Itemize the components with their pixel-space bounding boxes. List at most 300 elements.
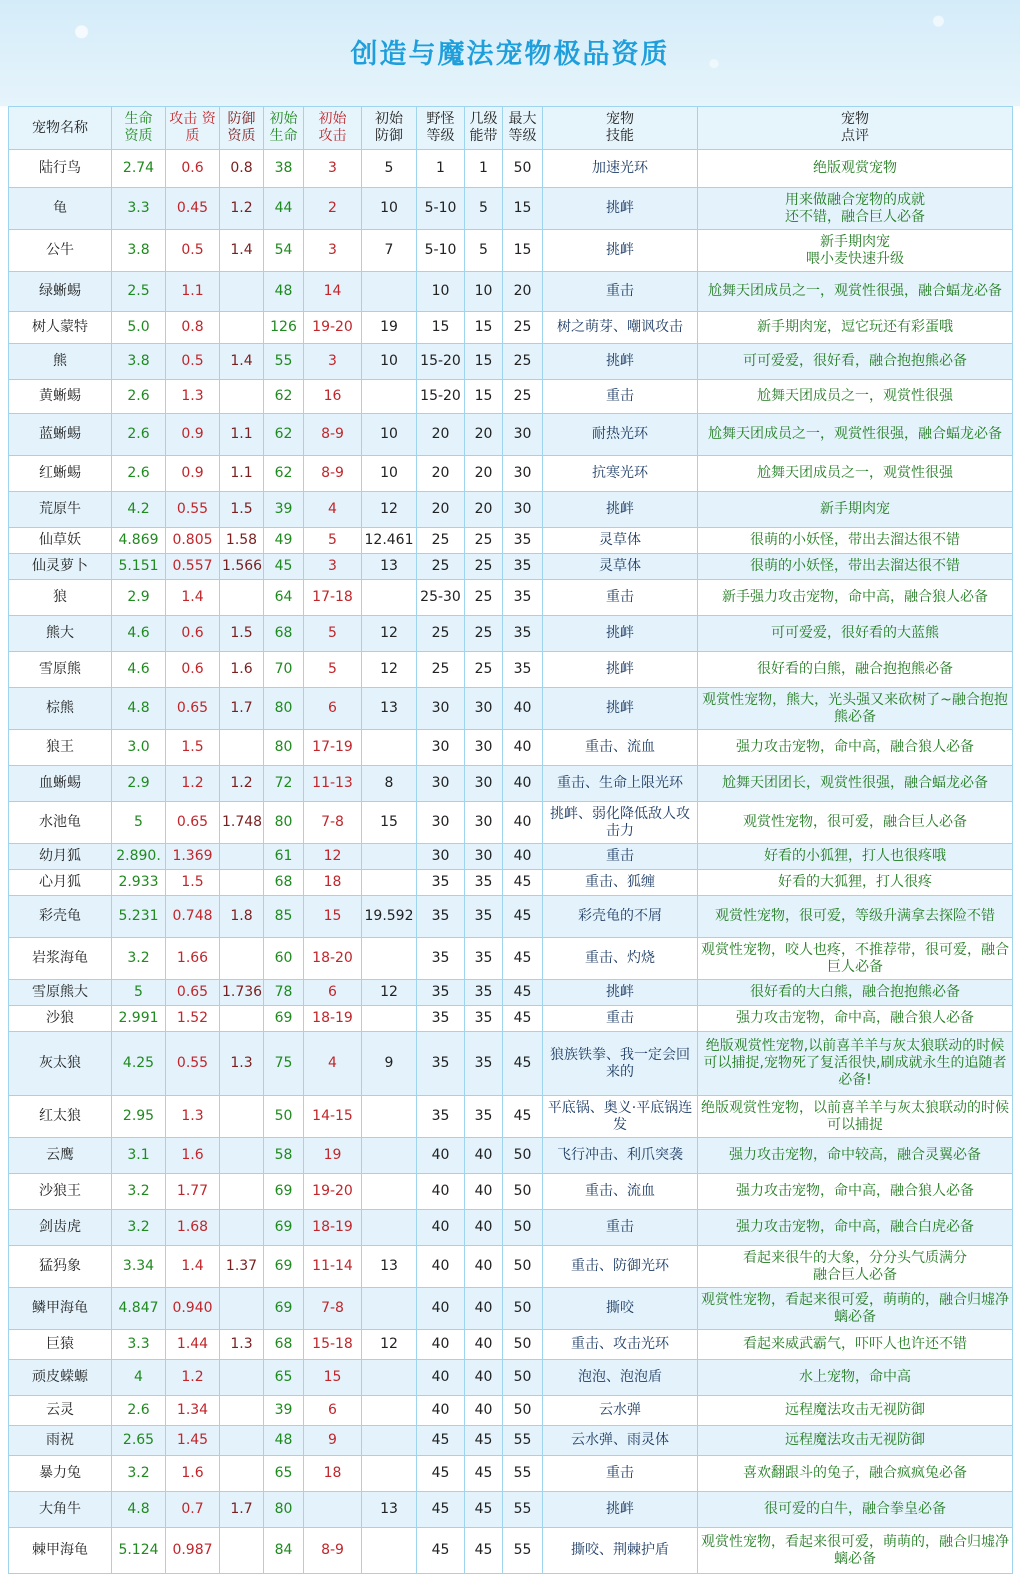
cell-initial-defense: 10 (362, 414, 417, 456)
cell-pet-skill: 重击、防御光环 (543, 1246, 698, 1288)
cell-attack-quality: 0.805 (166, 528, 220, 554)
cell-defense-quality: 1.37 (220, 1246, 264, 1288)
cell-initial-hp: 69 (264, 1246, 304, 1288)
cell-pet-name: 幼月狐 (9, 844, 112, 870)
cell-pet-name: 狼王 (9, 730, 112, 766)
cell-initial-attack (304, 1492, 362, 1528)
cell-pet-skill: 重击 (543, 1456, 698, 1492)
cell-pet-name: 巨猿 (9, 1330, 112, 1360)
cell-carry-level: 30 (465, 766, 503, 802)
pet-table-container (8, 106, 1012, 1574)
cell-max-level: 45 (503, 896, 543, 938)
cell-initial-hp: 44 (264, 188, 304, 230)
cell-wild-level: 15-20 (417, 380, 465, 414)
cell-max-level: 45 (503, 980, 543, 1006)
cell-wild-level: 35 (417, 980, 465, 1006)
cell-pet-name: 水池龟 (9, 802, 112, 844)
cell-initial-hp: 55 (264, 344, 304, 380)
cell-wild-level: 40 (417, 1138, 465, 1174)
cell-carry-level: 40 (465, 1174, 503, 1210)
cell-carry-level: 30 (465, 688, 503, 730)
cell-initial-hp: 80 (264, 1492, 304, 1528)
cell-wild-level: 40 (417, 1360, 465, 1396)
cell-defense-quality (220, 1174, 264, 1210)
table-row (9, 188, 1013, 230)
cell-max-level: 55 (503, 1528, 543, 1574)
cell-initial-defense (362, 730, 417, 766)
cell-pet-name: 树人蒙特 (9, 312, 112, 344)
cell-defense-quality (220, 1096, 264, 1138)
cell-initial-hp: 126 (264, 312, 304, 344)
cell-initial-defense (362, 1288, 417, 1330)
cell-initial-attack: 9 (304, 1426, 362, 1456)
cell-initial-defense: 12.461 (362, 528, 417, 554)
cell-pet-name: 雨祝 (9, 1426, 112, 1456)
header-pet-skill: 宠物 技能 (543, 107, 698, 150)
cell-initial-hp: 38 (264, 150, 304, 188)
cell-initial-attack: 19-20 (304, 1174, 362, 1210)
cell-defense-quality (220, 580, 264, 616)
cell-pet-skill: 平底锅、奥义·平底锅连发 (543, 1096, 698, 1138)
cell-hp-quality: 4.6 (112, 616, 166, 652)
cell-attack-quality: 1.3 (166, 380, 220, 414)
cell-pet-comment: 看起来很牛的大象，分分头气质满分 融合巨人必备 (698, 1246, 1013, 1288)
cell-attack-quality: 1.4 (166, 580, 220, 616)
cell-max-level: 15 (503, 230, 543, 272)
cell-initial-attack: 15 (304, 1360, 362, 1396)
cell-attack-quality: 1.77 (166, 1174, 220, 1210)
cell-defense-quality (220, 1426, 264, 1456)
cell-pet-skill: 挑衅 (543, 188, 698, 230)
cell-defense-quality (220, 938, 264, 980)
cell-defense-quality: 1.8 (220, 896, 264, 938)
cell-pet-name: 仙灵萝卜 (9, 554, 112, 580)
cell-max-level: 40 (503, 802, 543, 844)
cell-wild-level: 45 (417, 1492, 465, 1528)
cell-attack-quality: 1.5 (166, 870, 220, 896)
cell-defense-quality (220, 1138, 264, 1174)
cell-attack-quality: 1.52 (166, 1006, 220, 1032)
cell-max-level: 30 (503, 456, 543, 492)
cell-carry-level: 40 (465, 1288, 503, 1330)
cell-initial-hp: 45 (264, 554, 304, 580)
cell-wild-level: 35 (417, 870, 465, 896)
cell-defense-quality (220, 1006, 264, 1032)
cell-hp-quality: 5.0 (112, 312, 166, 344)
cell-carry-level: 45 (465, 1426, 503, 1456)
cell-carry-level: 15 (465, 344, 503, 380)
cell-wild-level: 40 (417, 1174, 465, 1210)
cell-pet-comment: 尬舞天团成员之一，观赏性很强 (698, 380, 1013, 414)
cell-hp-quality: 3.3 (112, 1330, 166, 1360)
cell-wild-level: 30 (417, 802, 465, 844)
table-row (9, 1528, 1013, 1574)
cell-carry-level: 40 (465, 1138, 503, 1174)
cell-max-level: 50 (503, 1210, 543, 1246)
cell-carry-level: 35 (465, 896, 503, 938)
cell-initial-defense (362, 580, 417, 616)
cell-carry-level: 45 (465, 1456, 503, 1492)
cell-hp-quality: 5.124 (112, 1528, 166, 1574)
cell-pet-name: 大角牛 (9, 1492, 112, 1528)
cell-pet-comment: 绝版观赏宠物 (698, 150, 1013, 188)
cell-pet-name: 绿蜥蜴 (9, 272, 112, 312)
cell-defense-quality: 1.566 (220, 554, 264, 580)
cell-initial-hp: 60 (264, 938, 304, 980)
cell-pet-comment: 尬舞天团成员之一，观赏性很强，融合蝠龙必备 (698, 272, 1013, 312)
cell-pet-skill: 抗寒光环 (543, 456, 698, 492)
cell-defense-quality: 1.6 (220, 652, 264, 688)
cell-pet-skill: 彩壳龟的不屑 (543, 896, 698, 938)
cell-carry-level: 35 (465, 870, 503, 896)
cell-pet-comment: 强力攻击宠物，命中高，融合狼人必备 (698, 1006, 1013, 1032)
cell-initial-hp: 50 (264, 1096, 304, 1138)
table-row (9, 766, 1013, 802)
cell-initial-attack: 3 (304, 344, 362, 380)
cell-max-level: 40 (503, 688, 543, 730)
cell-pet-name: 鳞甲海龟 (9, 1288, 112, 1330)
header-initial-attack: 初始 攻击 (304, 107, 362, 150)
cell-initial-attack: 6 (304, 688, 362, 730)
table-row (9, 344, 1013, 380)
cell-initial-attack: 19 (304, 1138, 362, 1174)
cell-initial-attack: 5 (304, 528, 362, 554)
cell-defense-quality (220, 380, 264, 414)
cell-pet-comment: 观赏性宠物，看起来很可爱，萌萌的，融合归墟净螭必备 (698, 1288, 1013, 1330)
table-row (9, 688, 1013, 730)
cell-pet-name: 雪原熊大 (9, 980, 112, 1006)
cell-pet-skill: 云水弹 (543, 1396, 698, 1426)
cell-hp-quality: 5 (112, 980, 166, 1006)
cell-initial-defense (362, 1456, 417, 1492)
table-row (9, 870, 1013, 896)
cell-hp-quality: 4 (112, 1360, 166, 1396)
cell-hp-quality: 2.74 (112, 150, 166, 188)
cell-max-level: 25 (503, 380, 543, 414)
cell-max-level: 45 (503, 1006, 543, 1032)
cell-pet-comment: 尬舞天团成员之一，观赏性很强，融合蝠龙必备 (698, 414, 1013, 456)
cell-pet-name: 沙狼王 (9, 1174, 112, 1210)
cell-initial-hp: 85 (264, 896, 304, 938)
table-row (9, 1492, 1013, 1528)
cell-initial-attack: 15 (304, 896, 362, 938)
cell-pet-comment: 观赏性宠物，看起来很可爱，萌萌的，融合归墟净螭必备 (698, 1528, 1013, 1574)
cell-initial-attack: 3 (304, 230, 362, 272)
cell-wild-level: 20 (417, 456, 465, 492)
cell-pet-skill: 耐热光环 (543, 414, 698, 456)
header-attack-quality: 攻击 资 质 (166, 107, 220, 150)
cell-initial-hp: 58 (264, 1138, 304, 1174)
cell-pet-skill: 撕咬 (543, 1288, 698, 1330)
table-row (9, 456, 1013, 492)
cell-initial-defense: 10 (362, 188, 417, 230)
cell-pet-comment: 观赏性宠物，很可爱，融合巨人必备 (698, 802, 1013, 844)
cell-carry-level: 30 (465, 844, 503, 870)
cell-pet-name: 云鹰 (9, 1138, 112, 1174)
cell-max-level: 35 (503, 652, 543, 688)
cell-pet-skill: 挑衅 (543, 688, 698, 730)
cell-pet-skill: 泡泡、泡泡盾 (543, 1360, 698, 1396)
cell-initial-hp: 48 (264, 1426, 304, 1456)
table-row (9, 580, 1013, 616)
cell-hp-quality: 2.95 (112, 1096, 166, 1138)
cell-initial-defense: 10 (362, 344, 417, 380)
cell-attack-quality: 0.8 (166, 312, 220, 344)
header-hp-quality: 生命 资质 (112, 107, 166, 150)
cell-hp-quality: 3.2 (112, 1210, 166, 1246)
cell-attack-quality: 1.34 (166, 1396, 220, 1426)
cell-attack-quality: 1.369 (166, 844, 220, 870)
cell-pet-name: 红太狼 (9, 1096, 112, 1138)
cell-initial-hp: 68 (264, 870, 304, 896)
cell-initial-hp: 62 (264, 456, 304, 492)
cell-max-level: 35 (503, 554, 543, 580)
cell-wild-level: 15 (417, 312, 465, 344)
cell-defense-quality (220, 870, 264, 896)
cell-initial-hp: 75 (264, 1032, 304, 1096)
table-body (9, 150, 1013, 1574)
cell-pet-comment: 绝版观赏性宠物，以前喜羊羊与灰太狼联动的时候可以捕捉 (698, 1096, 1013, 1138)
cell-defense-quality: 1.1 (220, 414, 264, 456)
cell-hp-quality: 2.5 (112, 272, 166, 312)
cell-carry-level: 35 (465, 938, 503, 980)
cell-attack-quality: 0.987 (166, 1528, 220, 1574)
cell-pet-skill: 狼族铁拳、我一定会回来的 (543, 1032, 698, 1096)
cell-hp-quality: 5 (112, 802, 166, 844)
cell-max-level: 45 (503, 938, 543, 980)
cell-pet-comment: 看起来威武霸气，吓吓人也许还不错 (698, 1330, 1013, 1360)
header-initial-hp: 初始 生命 (264, 107, 304, 150)
cell-initial-attack: 11-14 (304, 1246, 362, 1288)
table-row (9, 938, 1013, 980)
cell-wild-level: 5-10 (417, 230, 465, 272)
cell-pet-comment: 观赏性宠物，很可爱，等级升满拿去探险不错 (698, 896, 1013, 938)
cell-attack-quality: 1.3 (166, 1096, 220, 1138)
cell-initial-hp: 78 (264, 980, 304, 1006)
cell-pet-name: 荒原牛 (9, 492, 112, 528)
cell-pet-skill: 灵草体 (543, 528, 698, 554)
cell-carry-level: 45 (465, 1528, 503, 1574)
cell-hp-quality: 3.2 (112, 938, 166, 980)
cell-defense-quality: 1.2 (220, 188, 264, 230)
cell-pet-comment: 好看的小狐狸，打人也很疼哦 (698, 844, 1013, 870)
cell-attack-quality: 0.6 (166, 150, 220, 188)
cell-hp-quality: 3.8 (112, 344, 166, 380)
cell-initial-attack: 3 (304, 150, 362, 188)
cell-max-level: 25 (503, 344, 543, 380)
cell-pet-comment: 观赏性宠物，咬人也疼，不推荐带，很可爱，融合巨人必备 (698, 938, 1013, 980)
cell-carry-level: 10 (465, 272, 503, 312)
cell-initial-hp: 70 (264, 652, 304, 688)
cell-wild-level: 40 (417, 1210, 465, 1246)
cell-initial-defense (362, 1210, 417, 1246)
cell-initial-defense (362, 1396, 417, 1426)
cell-initial-attack: 12 (304, 844, 362, 870)
table-row (9, 730, 1013, 766)
cell-initial-attack: 16 (304, 380, 362, 414)
cell-attack-quality: 0.65 (166, 802, 220, 844)
cell-attack-quality: 0.65 (166, 980, 220, 1006)
cell-pet-comment: 很好看的白熊，融合抱抱熊必备 (698, 652, 1013, 688)
table-row (9, 414, 1013, 456)
cell-pet-name: 狼 (9, 580, 112, 616)
cell-pet-name: 仙草妖 (9, 528, 112, 554)
cell-initial-attack: 18 (304, 870, 362, 896)
cell-pet-comment: 很萌的小妖怪，带出去溜达很不错 (698, 554, 1013, 580)
cell-hp-quality: 4.8 (112, 1492, 166, 1528)
cell-initial-hp: 65 (264, 1360, 304, 1396)
cell-initial-attack: 19-20 (304, 312, 362, 344)
table-row (9, 1174, 1013, 1210)
cell-pet-comment: 喜欢翻跟斗的兔子，融合疯疯兔必备 (698, 1456, 1013, 1492)
cell-pet-name: 灰太狼 (9, 1032, 112, 1096)
cell-initial-attack: 11-13 (304, 766, 362, 802)
cell-hp-quality: 2.933 (112, 870, 166, 896)
cell-wild-level: 40 (417, 1288, 465, 1330)
table-row (9, 272, 1013, 312)
cell-initial-hp: 64 (264, 580, 304, 616)
cell-pet-comment: 强力攻击宠物，命中较高，融合灵翼必备 (698, 1138, 1013, 1174)
cell-wild-level: 30 (417, 766, 465, 802)
cell-max-level: 55 (503, 1426, 543, 1456)
cell-pet-skill: 挑衅 (543, 230, 698, 272)
cell-max-level: 50 (503, 1138, 543, 1174)
cell-carry-level: 20 (465, 456, 503, 492)
cell-initial-defense (362, 1096, 417, 1138)
cell-pet-name: 沙狼 (9, 1006, 112, 1032)
cell-carry-level: 40 (465, 1330, 503, 1360)
cell-pet-name: 顽皮蝾螈 (9, 1360, 112, 1396)
cell-max-level: 20 (503, 272, 543, 312)
cell-initial-attack: 6 (304, 980, 362, 1006)
cell-initial-defense (362, 1006, 417, 1032)
cell-max-level: 40 (503, 766, 543, 802)
cell-max-level: 50 (503, 1174, 543, 1210)
cell-max-level: 50 (503, 1396, 543, 1426)
cell-pet-skill: 重击、狐缠 (543, 870, 698, 896)
cell-attack-quality: 0.55 (166, 1032, 220, 1096)
cell-carry-level: 35 (465, 1096, 503, 1138)
cell-defense-quality (220, 1360, 264, 1396)
cell-attack-quality: 0.6 (166, 616, 220, 652)
cell-pet-name: 雪原熊 (9, 652, 112, 688)
cell-initial-defense: 12 (362, 492, 417, 528)
cell-wild-level: 45 (417, 1456, 465, 1492)
cell-attack-quality: 0.9 (166, 456, 220, 492)
cell-carry-level: 35 (465, 980, 503, 1006)
cell-max-level: 40 (503, 844, 543, 870)
cell-initial-defense: 15 (362, 802, 417, 844)
cell-pet-skill: 挑衅、弱化降低敌人攻击力 (543, 802, 698, 844)
cell-hp-quality: 3.34 (112, 1246, 166, 1288)
cell-pet-comment: 强力攻击宠物，命中高，融合白虎必备 (698, 1210, 1013, 1246)
cell-pet-comment: 观赏性宠物，熊大，光头强又来砍树了~融合抱抱熊必备 (698, 688, 1013, 730)
cell-pet-comment: 绝版观赏性宠物,以前喜羊羊与灰太狼联动的时候可以捕捉,宠物死了复活很快,刷成就永生的追随者必备! (698, 1032, 1013, 1096)
cell-pet-name: 熊 (9, 344, 112, 380)
cell-initial-defense: 12 (362, 1330, 417, 1360)
header-initial-defense: 初始 防御 (362, 107, 417, 150)
cell-defense-quality: 1.748 (220, 802, 264, 844)
cell-pet-skill: 灵草体 (543, 554, 698, 580)
cell-pet-comment: 可可爱爱，很好看，融合抱抱熊必备 (698, 344, 1013, 380)
cell-defense-quality (220, 312, 264, 344)
cell-hp-quality: 2.6 (112, 456, 166, 492)
pet-quality-table (8, 106, 1013, 1574)
cell-hp-quality: 2.6 (112, 380, 166, 414)
cell-initial-defense: 12 (362, 652, 417, 688)
cell-initial-defense (362, 272, 417, 312)
cell-hp-quality: 3.8 (112, 230, 166, 272)
cell-max-level: 50 (503, 1288, 543, 1330)
cell-defense-quality: 1.3 (220, 1032, 264, 1096)
cell-carry-level: 25 (465, 616, 503, 652)
cell-initial-defense: 12 (362, 616, 417, 652)
cell-max-level: 45 (503, 1096, 543, 1138)
cell-defense-quality: 1.4 (220, 230, 264, 272)
cell-attack-quality: 0.45 (166, 188, 220, 230)
table-row (9, 802, 1013, 844)
cell-pet-comment: 远程魔法攻击无视防御 (698, 1426, 1013, 1456)
cell-hp-quality: 3.1 (112, 1138, 166, 1174)
cell-defense-quality (220, 1288, 264, 1330)
table-row (9, 1456, 1013, 1492)
cell-pet-name: 剑齿虎 (9, 1210, 112, 1246)
cell-carry-level: 45 (465, 1492, 503, 1528)
cell-pet-name: 猛犸象 (9, 1246, 112, 1288)
cell-wild-level: 25 (417, 652, 465, 688)
table-row (9, 1210, 1013, 1246)
cell-pet-comment: 新手期肉宠，逗它玩还有彩蛋哦 (698, 312, 1013, 344)
cell-initial-attack: 7-8 (304, 1288, 362, 1330)
cell-hp-quality: 4.869 (112, 528, 166, 554)
cell-hp-quality: 2.6 (112, 414, 166, 456)
cell-initial-defense (362, 870, 417, 896)
cell-defense-quality: 1.736 (220, 980, 264, 1006)
cell-hp-quality: 2.890. (112, 844, 166, 870)
header-carry-level: 几级 能带 (465, 107, 503, 150)
table-row (9, 616, 1013, 652)
cell-initial-hp: 65 (264, 1456, 304, 1492)
cell-carry-level: 15 (465, 380, 503, 414)
cell-hp-quality: 2.6 (112, 1396, 166, 1426)
cell-defense-quality (220, 1396, 264, 1426)
cell-defense-quality: 1.3 (220, 1330, 264, 1360)
header-pet-comment: 宠物 点评 (698, 107, 1013, 150)
cell-defense-quality (220, 1456, 264, 1492)
table-row (9, 1360, 1013, 1396)
cell-attack-quality: 0.7 (166, 1492, 220, 1528)
cell-initial-attack: 2 (304, 188, 362, 230)
cell-hp-quality: 2.9 (112, 766, 166, 802)
cell-attack-quality: 0.65 (166, 688, 220, 730)
cell-carry-level: 25 (465, 554, 503, 580)
cell-initial-defense: 19 (362, 312, 417, 344)
cell-attack-quality: 1.6 (166, 1456, 220, 1492)
cell-max-level: 15 (503, 188, 543, 230)
table-row (9, 1006, 1013, 1032)
cell-carry-level: 30 (465, 802, 503, 844)
cell-initial-attack: 14-15 (304, 1096, 362, 1138)
cell-pet-name: 岩浆海龟 (9, 938, 112, 980)
cell-hp-quality: 2.991 (112, 1006, 166, 1032)
cell-pet-comment: 尬舞天团团长，观赏性很强，融合蝠龙必备 (698, 766, 1013, 802)
cell-wild-level: 35 (417, 896, 465, 938)
cell-initial-hp: 80 (264, 730, 304, 766)
cell-initial-defense: 7 (362, 230, 417, 272)
cell-initial-defense: 8 (362, 766, 417, 802)
cell-max-level: 40 (503, 730, 543, 766)
cell-initial-hp: 80 (264, 688, 304, 730)
